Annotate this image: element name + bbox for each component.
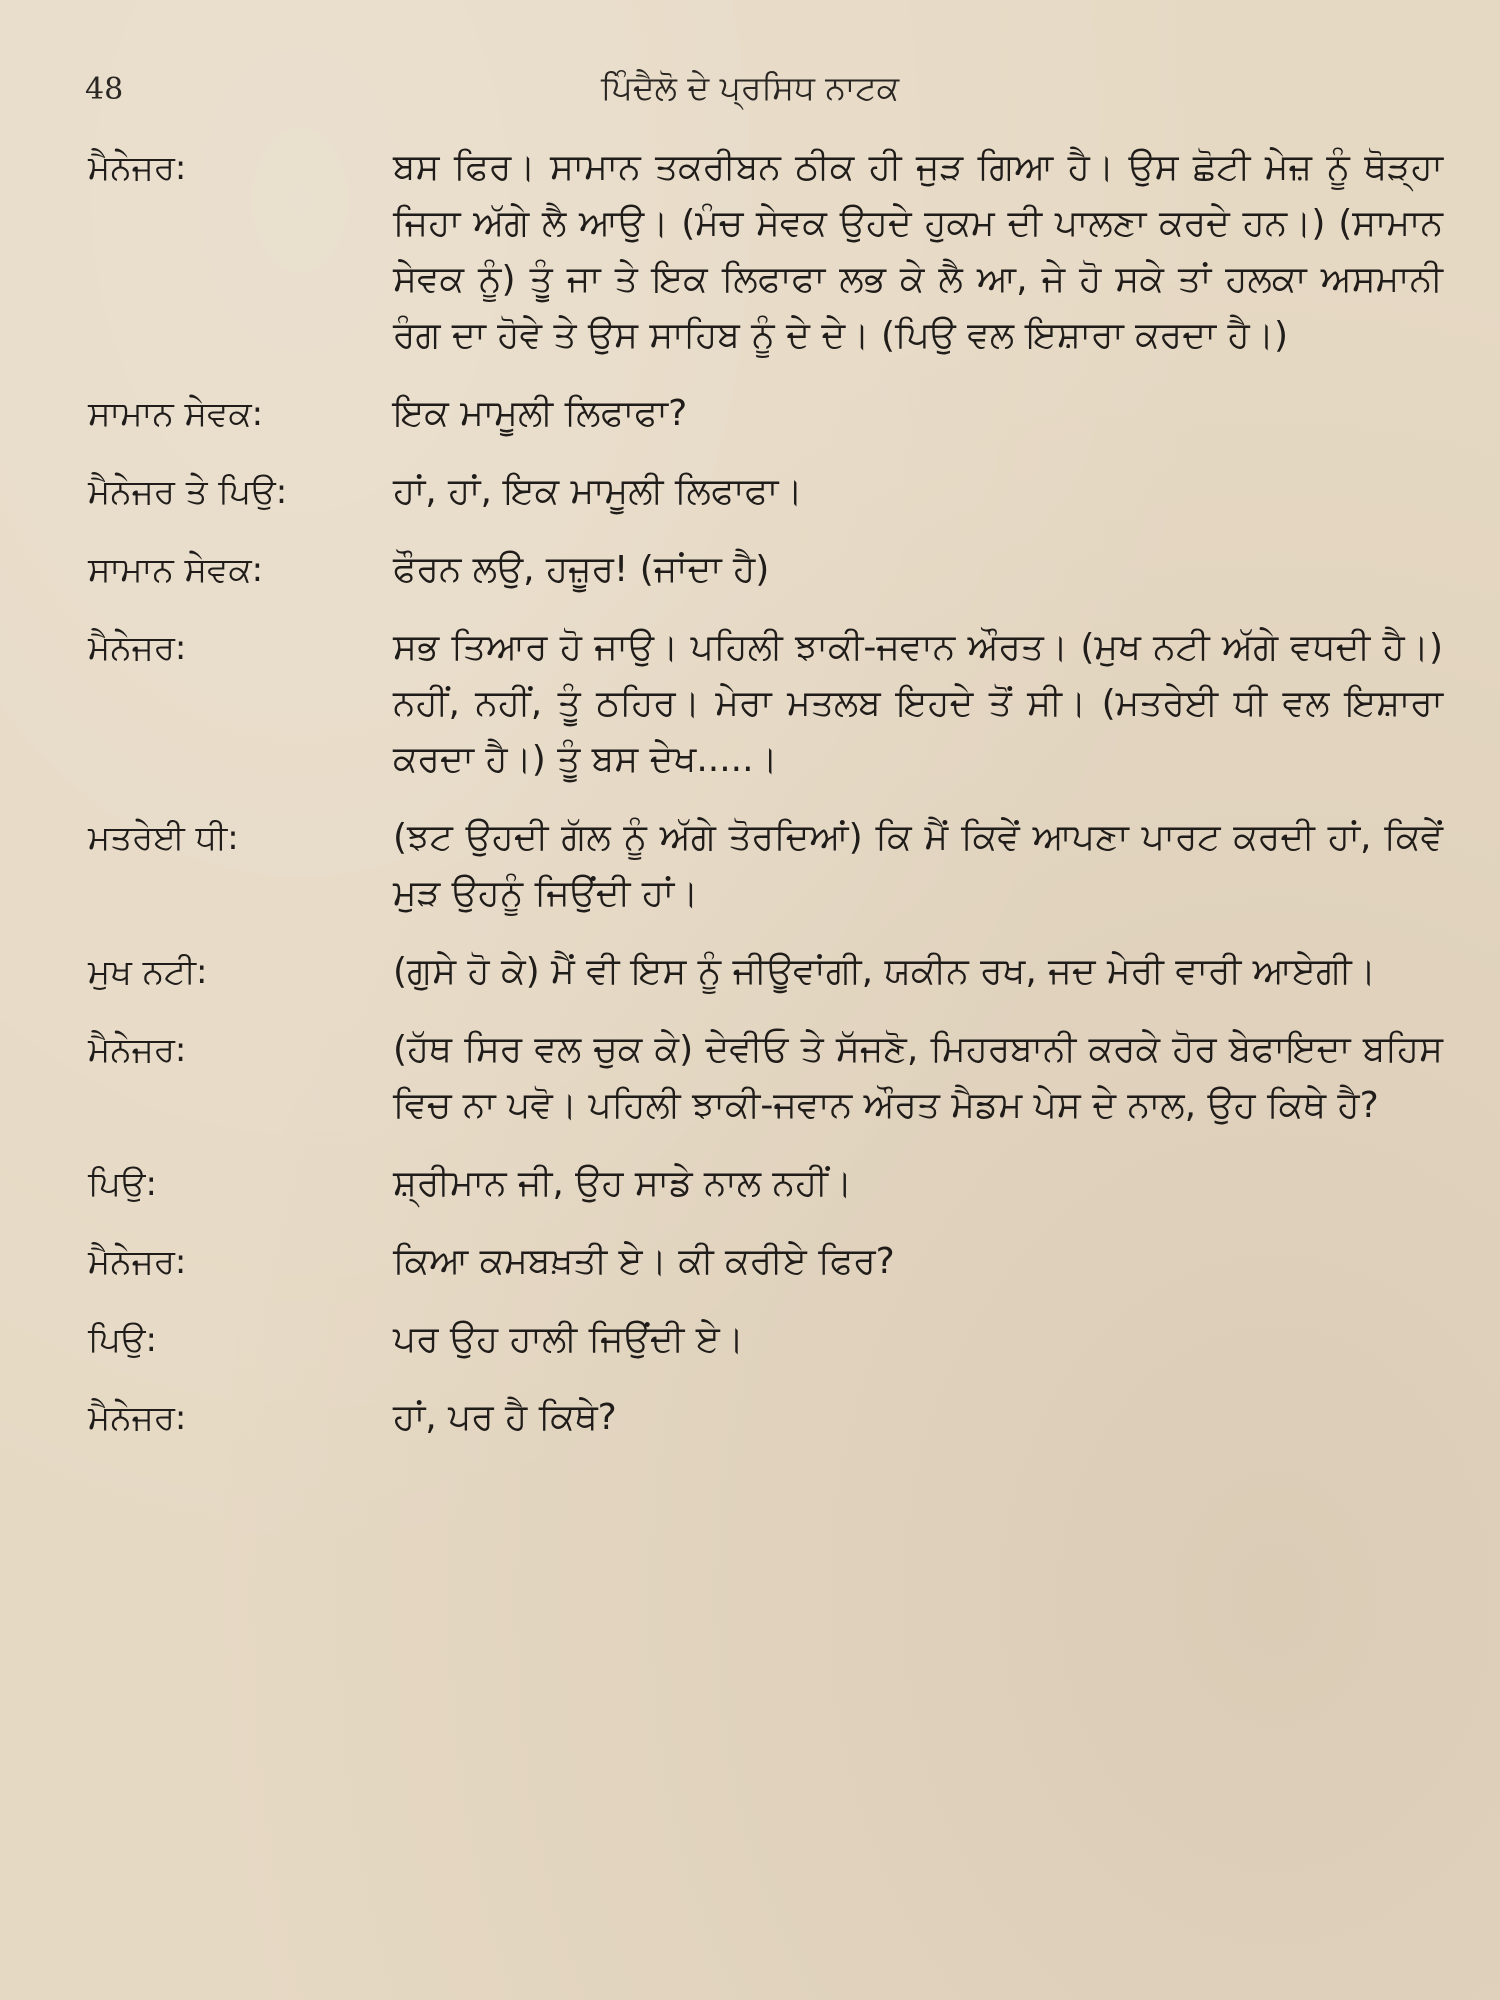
dialogue-entry [0, 810, 1500, 922]
page-number: 48 [85, 72, 124, 107]
speaker-name: ਸਾਮਾਨ ਸੇਵਕ: [88, 394, 264, 434]
speaker-name: ਮੈਨੇਜਰ: [88, 1030, 187, 1070]
speech-text: ਹਾਂ, ਪਰ ਹੈ ਕਿਥੇ? [393, 1397, 617, 1438]
speaker-name: ਮੈਨੇਜਰ: [88, 1242, 187, 1282]
dialogue-entry [0, 542, 1500, 598]
speaker-name: ਸਾਮਾਨ ਸੇਵਕ: [88, 550, 264, 590]
page-header [0, 68, 1500, 118]
dialogue-entry [0, 944, 1500, 1000]
dialogue-entry [0, 1022, 1500, 1134]
dialogue-entry [0, 1312, 1500, 1368]
speech-text: ਸ਼੍ਰੀਮਾਨ ਜੀ, ਉਹ ਸਾਡੇ ਨਾਲ ਨਹੀਂ। [393, 1163, 853, 1204]
dialogue-entry [0, 1390, 1500, 1446]
speaker-name: ਪਿਉ: [88, 1320, 157, 1360]
speaker-name: ਮਤਰੇਈ ਧੀ: [88, 818, 239, 858]
dialogue-entry [0, 1234, 1500, 1290]
speaker-name: ਪਿਉ: [88, 1164, 157, 1204]
dialogue-entry [0, 140, 1500, 364]
dialogue-list [0, 140, 1500, 1468]
dialogue-entry [0, 386, 1500, 442]
speech-text: (ਹੱਥ ਸਿਰ ਵਲ ਚੁਕ ਕੇ) ਦੇਵੀਓ ਤੇ ਸੱਜਣੋ, ਮਿਹਰਬਾਨੀ ਕਰਕੇ ਹੋਰ ਬੇਫਾਇਦਾ ਬਹਿਸ ਵਿਚ ਨਾ ਪਵੋ। ਪਹਿਲੀ ਝਾਕੀ-ਜਵਾਨ ਔਰਤ ਮੈਡਮ ਪੇਸ ਦੇ ਨਾਲ, ਉਹ ਕਿਥੇ ਹੈ? [393, 1029, 1443, 1126]
speech-text: ਬਸ ਫਿਰ। ਸਾਮਾਨ ਤਕਰੀਬਨ ਠੀਕ ਹੀ ਜੁੜ ਗਿਆ ਹੈ। ਉਸ ਛੋਟੀ ਮੇਜ਼ ਨੂੰ ਥੋੜ੍ਹਾ ਜਿਹਾ ਅੱਗੇ ਲੈ ਆਉ। (ਮੰਚ ਸੇਵਕ ਉਹਦੇ ਹੁਕਮ ਦੀ ਪਾਲਣਾ ਕਰਦੇ ਹਨ।) (ਸਾਮਾਨ ਸੇਵਕ ਨੂੰ) ਤੂੰ ਜਾ ਤੇ ਇਕ ਲਿਫਾਫਾ ਲਭ ਕੇ ਲੈ ਆ, ਜੇ ਹੋ ਸਕੇ ਤਾਂ ਹਲਕਾ ਅਸਮਾਨੀ ਰੰਗ ਦਾ ਹੋਵੇ ਤੇ ਉਸ ਸਾਹਿਬ ਨੂੰ ਦੇ ਦੇ। (ਪਿਉ ਵਲ ਇਸ਼ਾਰਾ ਕਰਦਾ ਹੈ।) [393, 147, 1443, 356]
speech-text: (ਝਟ ਉਹਦੀ ਗੱਲ ਨੂੰ ਅੱਗੇ ਤੋਰਦਿਆਂ) ਕਿ ਮੈਂ ਕਿਵੇਂ ਆਪਣਾ ਪਾਰਟ ਕਰਦੀ ਹਾਂ, ਕਿਵੇਂ ਮੁੜ ਉਹਨੂੰ ਜਿਉਂਦੀ ਹਾਂ। [393, 817, 1443, 914]
speaker-name: ਮੈਨੇਜਰ: [88, 148, 187, 188]
speaker-name: ਮੈਨੇਜਰ: [88, 628, 187, 668]
dialogue-entry [0, 620, 1500, 788]
speech-text: ਪਰ ਉਹ ਹਾਲੀ ਜਿਉਂਦੀ ਏ। [393, 1319, 745, 1360]
speech-text: ਫੌਰਨ ਲਉ, ਹਜ਼ੂਰ! (ਜਾਂਦਾ ਹੈ) [393, 549, 770, 590]
running-title: ਪਿੰਦੈਲੋ ਦੇ ਪ੍ਰਸਿਧ ਨਾਟਕ [600, 68, 900, 107]
speech-text: ਇਕ ਮਾਮੂਲੀ ਲਿਫਾਫਾ? [393, 393, 688, 434]
speech-text: ਹਾਂ, ਹਾਂ, ਇਕ ਮਾਮੂਲੀ ਲਿਫਾਫਾ। [393, 471, 803, 512]
dialogue-entry [0, 1156, 1500, 1212]
dialogue-entry [0, 464, 1500, 520]
speaker-name: ਮੁਖ ਨਟੀ: [88, 952, 208, 992]
speech-text: ਕਿਆ ਕਮਬਖ਼ਤੀ ਏ। ਕੀ ਕਰੀਏ ਫਿਰ? [393, 1241, 895, 1282]
speaker-name: ਮੈਨੇਜਰ: [88, 1398, 187, 1438]
speaker-name: ਮੈਨੇਜਰ ਤੇ ਪਿਉ: [88, 472, 288, 512]
speech-text: ਸਭ ਤਿਆਰ ਹੋ ਜਾਉ। ਪਹਿਲੀ ਝਾਕੀ-ਜਵਾਨ ਔਰਤ। (ਮੁਖ ਨਟੀ ਅੱਗੇ ਵਧਦੀ ਹੈ।) ਨਹੀਂ, ਨਹੀਂ, ਤੂੰ ਠਹਿਰ। ਮੇਰਾ ਮਤਲਬ ਇਹਦੇ ਤੋਂ ਸੀ। (ਮਤਰੇਈ ਧੀ ਵਲ ਇਸ਼ਾਰਾ ਕਰਦਾ ਹੈ।) ਤੂੰ ਬਸ ਦੇਖ.....। [393, 627, 1443, 780]
speech-text: (ਗੁਸੇ ਹੋ ਕੇ) ਮੈਂ ਵੀ ਇਸ ਨੂੰ ਜੀਊਵਾਂਗੀ, ਯਕੀਨ ਰਖ, ਜਦ ਮੇਰੀ ਵਾਰੀ ਆਏਗੀ। [393, 951, 1377, 992]
